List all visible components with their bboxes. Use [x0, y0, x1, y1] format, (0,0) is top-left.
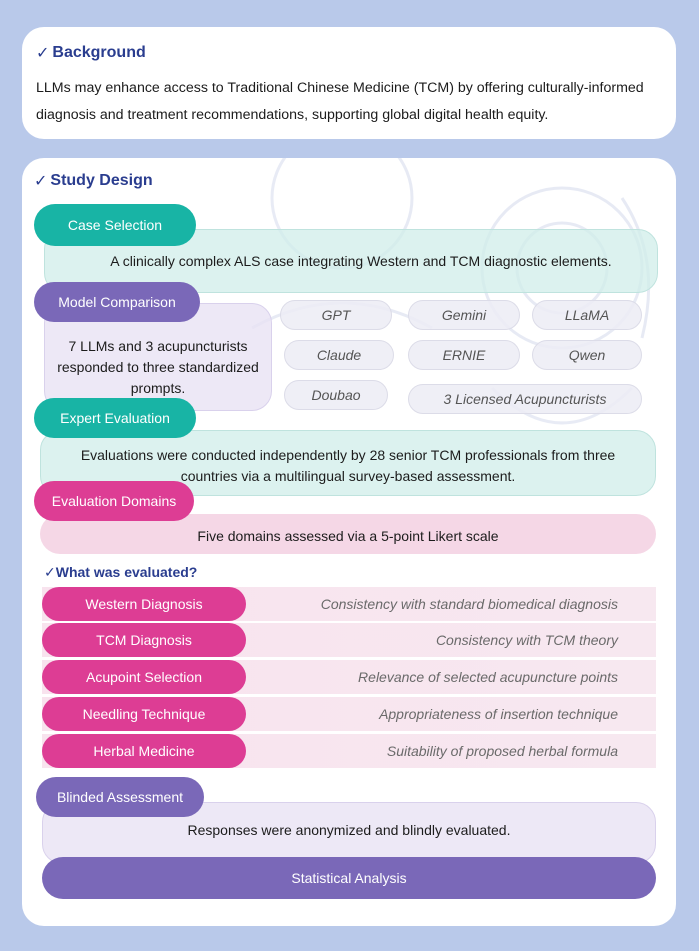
evaluation-label: TCM Diagnosis: [42, 623, 246, 657]
model-chip-ernie: ERNIE: [408, 340, 520, 370]
evaluation-row-needling-technique: [42, 697, 656, 731]
evaluation-row-tcm-diagnosis: [42, 623, 656, 657]
checkmark-icon: ✓: [34, 173, 48, 190]
model-chip-gpt: GPT: [280, 300, 392, 330]
evaluation-row-western-diagnosis: [42, 587, 656, 621]
model-comparison-label: Model Comparison: [34, 282, 200, 322]
model-chip-gemini: Gemini: [408, 300, 520, 330]
evaluation-label: Western Diagnosis: [42, 587, 246, 621]
background-title: Background: [52, 44, 146, 61]
model-chip-acupuncturists: 3 Licensed Acupuncturists: [408, 384, 642, 414]
evaluation-domains-label: Evaluation Domains: [34, 481, 194, 521]
evaluation-label: Acupoint Selection: [42, 660, 246, 694]
case-selection-text: A clinically complex ALS case integrating Western and TCM diagnostic elements.: [110, 252, 612, 269]
evaluation-label: Herbal Medicine: [42, 734, 246, 768]
what-evaluated-title: What was evaluated?: [55, 564, 198, 580]
evaluation-description: Suitability of proposed herbal formula: [386, 743, 618, 759]
study-design-heading: [34, 171, 153, 191]
evaluation-description: Consistency with TCM theory: [435, 632, 618, 648]
study-design-title: Study Design: [50, 172, 153, 189]
evaluation-description: Consistency with standard biomedical diagnosis: [320, 596, 618, 612]
expert-evaluation-label: Expert Evaluation: [34, 398, 196, 438]
statistical-analysis-bar: Statistical Analysis: [42, 857, 656, 899]
evaluation-domains-text: Five domains assessed via a 5-point Likert scale: [197, 527, 499, 544]
background-card: [22, 27, 676, 139]
blinded-assessment-label: Blinded Assessment: [36, 777, 204, 817]
evaluation-row-acupoint-selection: [42, 660, 656, 694]
what-evaluated-heading: [44, 564, 197, 581]
checkmark-icon: ✓: [36, 45, 50, 62]
blinded-assessment-text: Responses were anonymized and blindly evaluated.: [187, 821, 511, 838]
model-chip-qwen: Qwen: [532, 340, 642, 370]
model-chip-llama: LLaMA: [532, 300, 642, 330]
evaluation-description: Relevance of selected acupuncture points: [358, 669, 618, 685]
evaluation-row-herbal-medicine: [42, 734, 656, 768]
evaluation-label: Needling Technique: [42, 697, 246, 731]
case-selection-label: Case Selection: [34, 204, 196, 246]
checkmark-icon: ✓: [44, 564, 56, 580]
model-chip-doubao: Doubao: [284, 380, 388, 410]
background-heading: [36, 43, 658, 63]
model-comparison-text: 7 LLMs and 3 acupuncturists responded to three standardized prompts.: [57, 337, 259, 396]
model-chip-claude: Claude: [284, 340, 394, 370]
study-design-card: [22, 158, 676, 926]
expert-evaluation-text: Evaluations were conducted independently by 28 senior TCM professionals from three countries via a multilingual survey-based assessment.: [80, 447, 616, 484]
background-text: LLMs may enhance access to Traditional Chinese Medicine (TCM) by offering culturally-informed diagnosis and treatment recommendations, supporting global digital health equity.: [36, 80, 644, 123]
evaluation-description: Appropriateness of insertion technique: [379, 706, 618, 722]
